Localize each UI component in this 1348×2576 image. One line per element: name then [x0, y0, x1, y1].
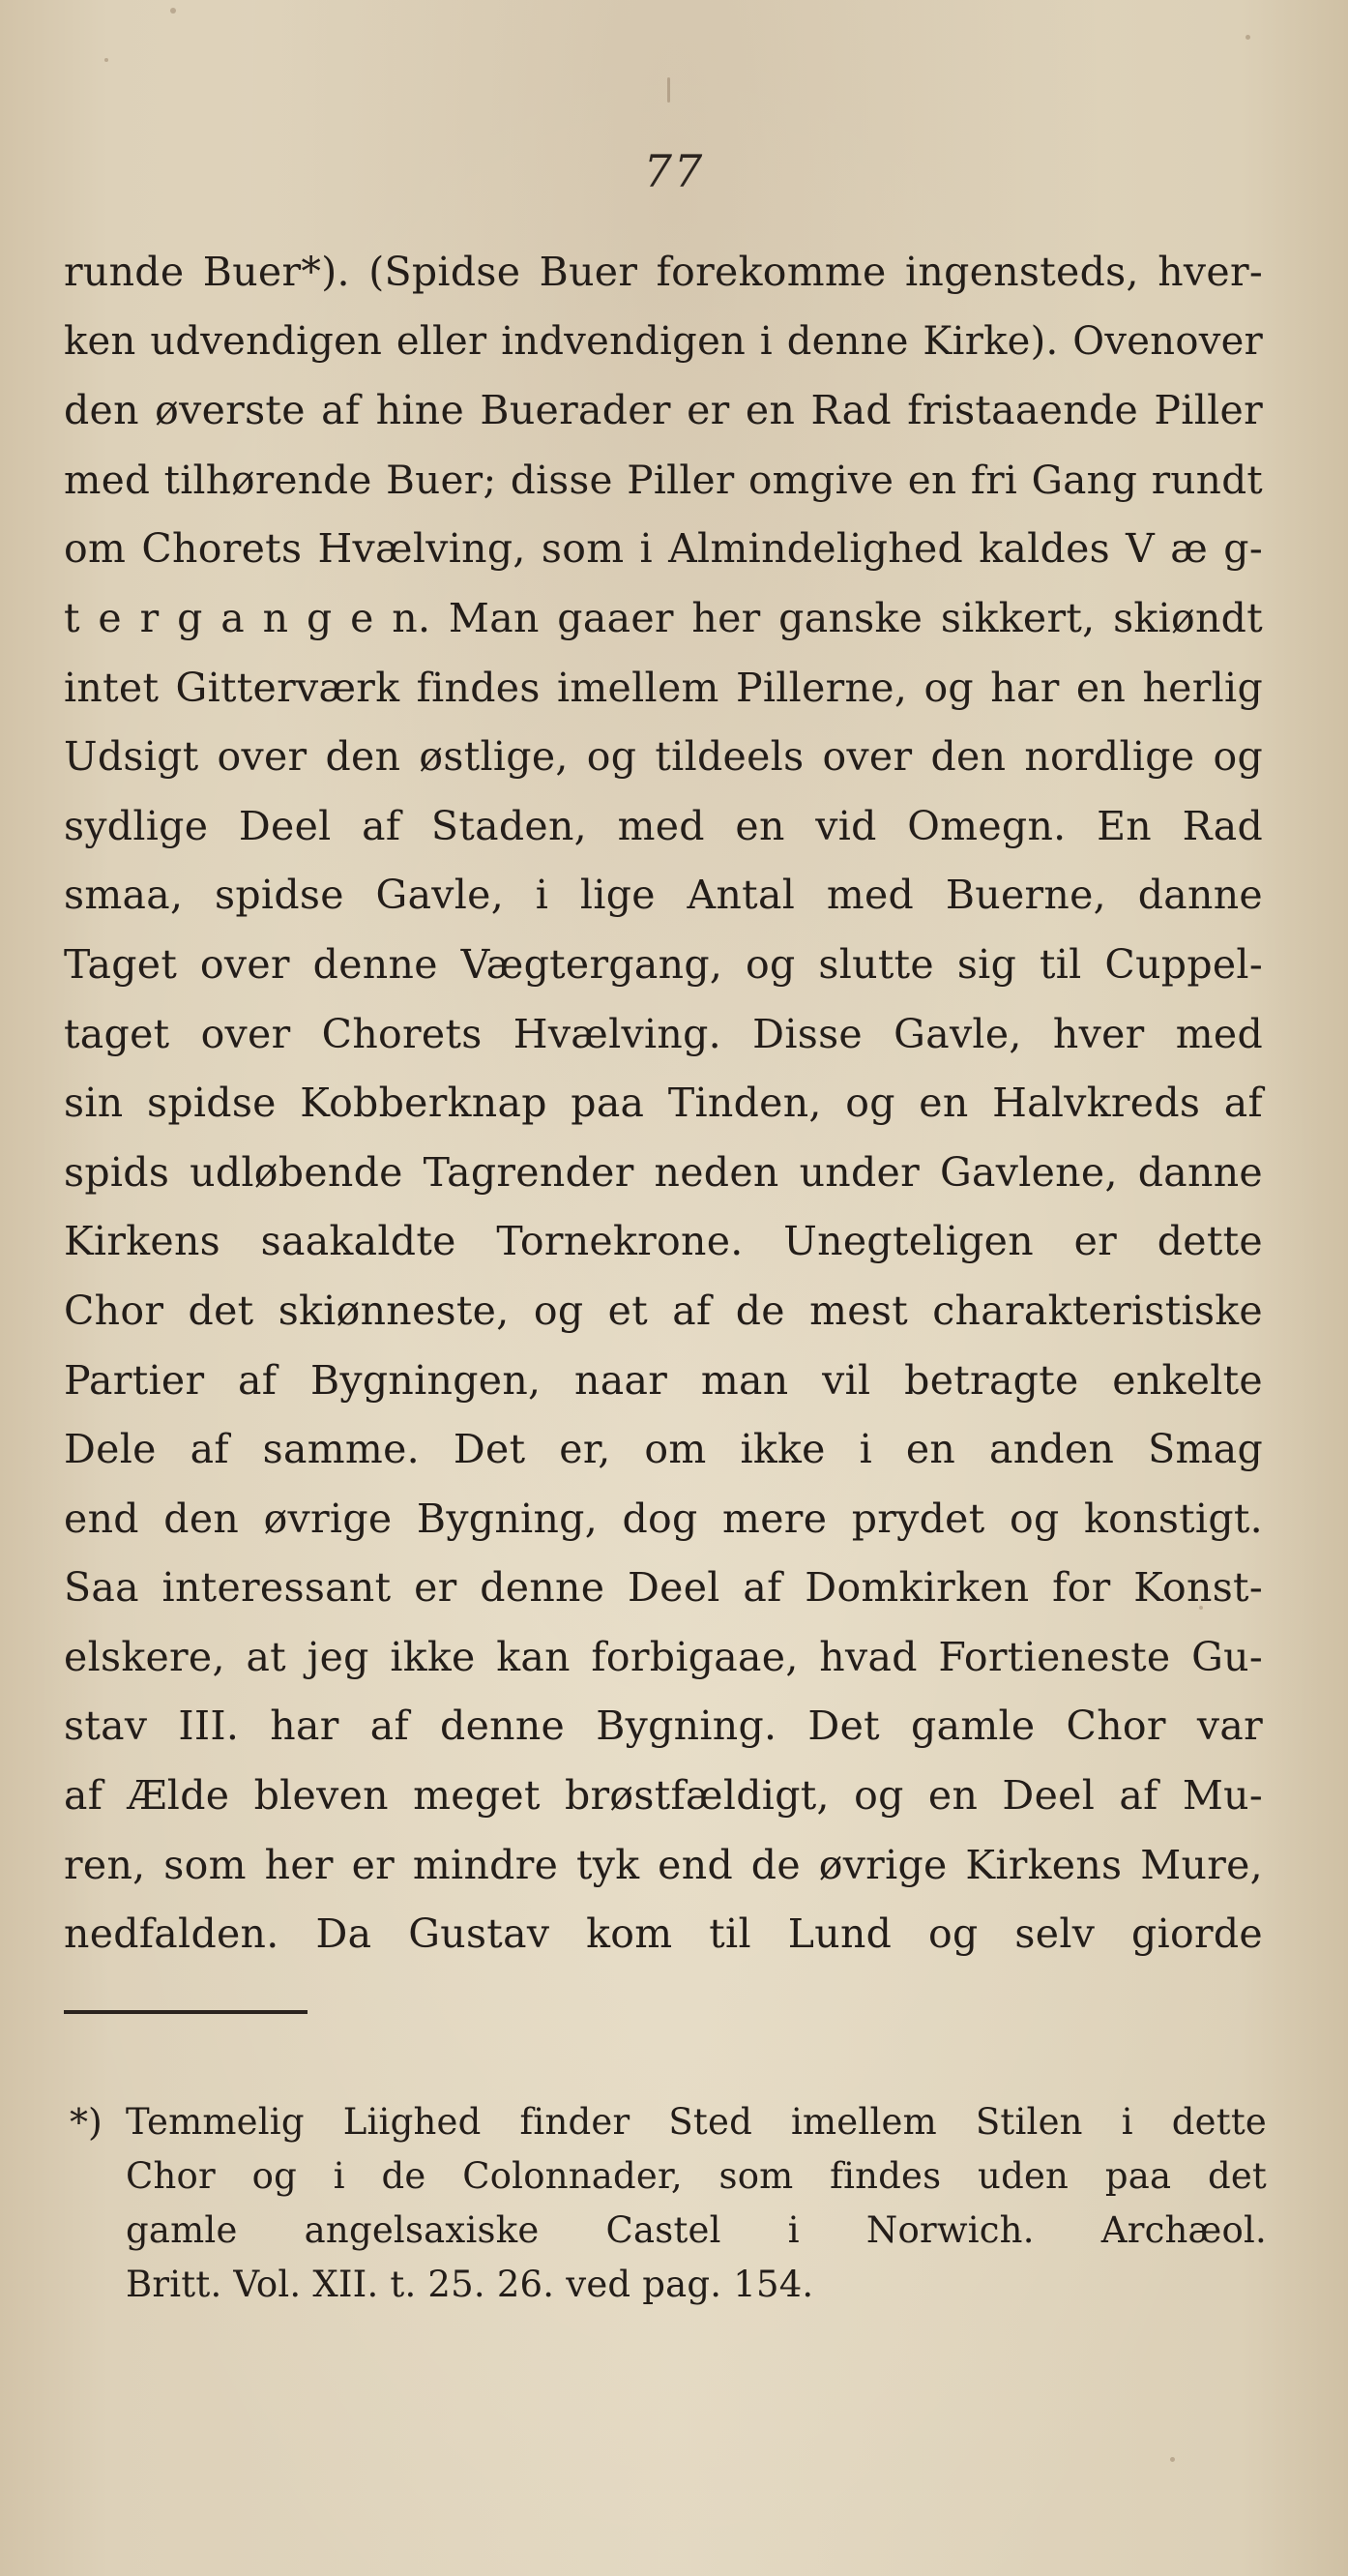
text-line: ken udvendigen eller indvendigen i denne Kirke). Ovenover [64, 318, 1263, 364]
text-line: Partier af Bygningen, naar man vil betragte enkelte [64, 1356, 1263, 1404]
footnote [70, 2095, 1267, 2312]
footnote-line: gamle angelsaxiske Castel i Norwich. Archæol. [126, 2209, 1267, 2251]
text-line: Dele af samme. Det er, om ikke i en anden Smag [64, 1426, 1263, 1473]
text-line: Udsigt over den østlige, og tildeels over den nordlige og [64, 733, 1263, 781]
foxing-spot [1245, 35, 1250, 40]
footnote-divider [64, 2010, 308, 2014]
foxing-spot [104, 58, 108, 62]
footnote-line: Britt. Vol. XII. t. 25. 26. ved pag. 154. [126, 2264, 814, 2305]
footnote-line: Chor og i de Colonnader, som findes uden paa det [126, 2155, 1267, 2197]
text-line: af Ælde bleven meget brøstfældigt, og en Deel af Mu- [64, 1772, 1263, 1820]
foxing-spot [170, 8, 176, 14]
text-line: runde Buer*). (Spidse Buer forekomme ingensteds, hver- [64, 249, 1263, 295]
text-line: stav III. har af denne Bygning. Det gamle Chor var [64, 1703, 1263, 1750]
footnote-marker: *) [70, 2101, 103, 2144]
text-line: end den øvrige Bygning, dog mere prydet og konstigt. [64, 1495, 1263, 1542]
body-text [64, 238, 1263, 1969]
text-line: Kirkens saakaldte Tornekrone. Unegteligen er dette [64, 1218, 1263, 1265]
text-line: sydlige Deel af Staden, med en vid Omegn. En Rad [64, 802, 1263, 849]
text-line: taget over Chorets Hvælving. Disse Gavle, hver med [64, 1010, 1263, 1057]
text-line: om Chorets Hvælving, som i Almindelighed kaldes V æ g- [64, 525, 1263, 573]
text-line: intet Gitterværk findes imellem Pillerne, og har en herlig [64, 664, 1263, 711]
text-line: med tilhørende Buer; disse Piller omgive en fri Gang rundt [64, 456, 1263, 503]
text-line: smaa, spidse Gavle, i lige Antal med Buerne, danne [64, 872, 1263, 919]
footnote-line: Temmelig Liighed finder Sted imellem Stilen i dette [126, 2101, 1267, 2143]
text-line: sin spidse Kobberknap paa Tinden, og en Halvkreds af [64, 1080, 1263, 1127]
text-line: t e r g a n g e n. Man gaaer her ganske sikkert, skiøndt [64, 594, 1263, 641]
foxing-spot [1170, 2457, 1175, 2462]
text-line: ren, som her er mindre tyk end de øvrige Kirkens Mure, [64, 1841, 1263, 1888]
page-number: 77 [643, 145, 705, 197]
text-line: Taget over denne Vægtergang, og slutte sig til Cuppel- [64, 940, 1263, 988]
text-line: nedfalden. Da Gustav kom til Lund og selv giorde [64, 1910, 1263, 1958]
text-line: Chor det skiønneste, og et af de mest charakteristiske [64, 1287, 1263, 1334]
text-line: Saa interessant er denne Deel af Domkirken for Konst- [64, 1564, 1263, 1612]
text-line: spids udløbende Tagrender neden under Gavlene, danne [64, 1148, 1263, 1196]
text-line: den øverste af hine Buerader er en Rad fristaaende Piller [64, 387, 1263, 434]
text-line: elskere, at jeg ikke kan forbigaae, hvad Fortieneste Gu- [64, 1633, 1263, 1680]
foxing-spot [667, 77, 670, 103]
